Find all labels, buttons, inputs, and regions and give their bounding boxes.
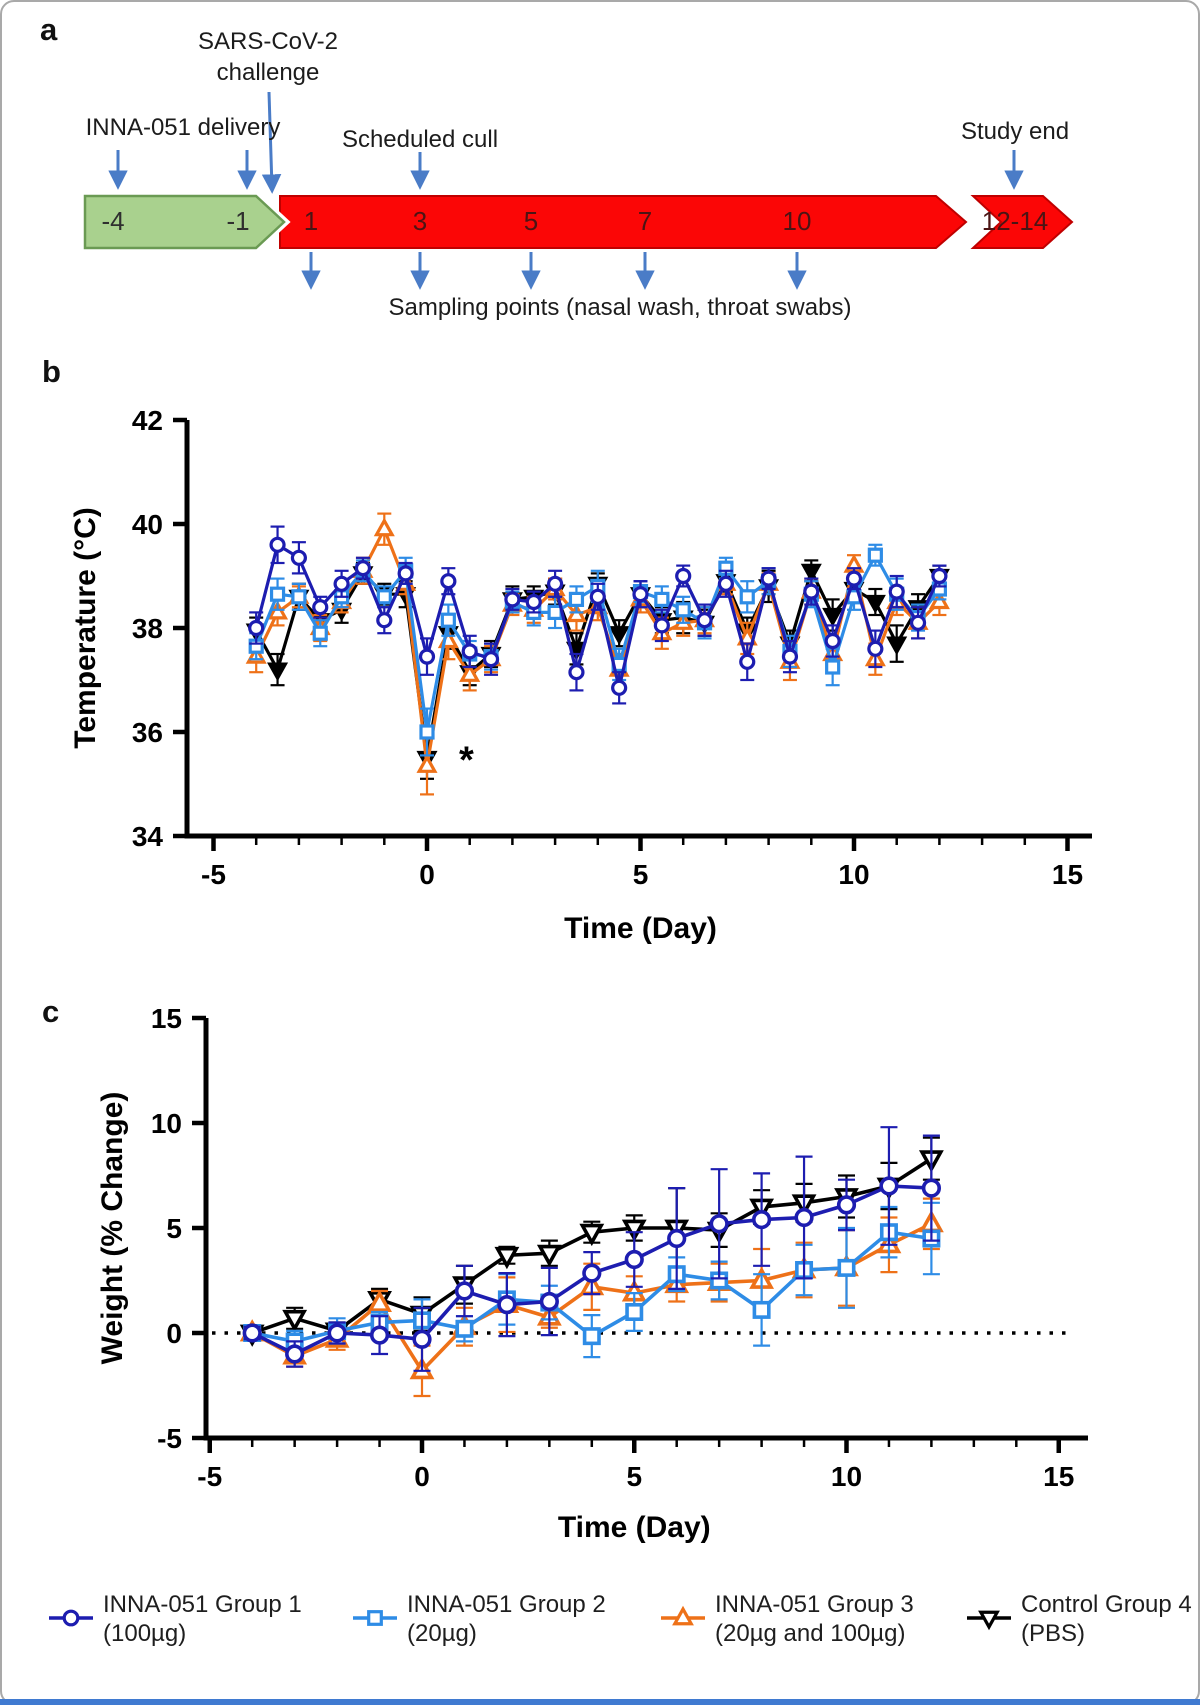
legend-group1-line1: INNA-051 Group 1 [103, 1591, 302, 1618]
legend-item-group1 [48, 1590, 302, 1648]
group1-marker-icon [48, 1604, 94, 1632]
sampling-label: Sampling points (nasal wash, throat swabs) [388, 294, 852, 321]
chart-c [96, 1003, 1088, 1544]
group2-marker-icon [352, 1604, 398, 1632]
svg-text:10: 10 [150, 1108, 182, 1139]
svg-text:Time (Day): Time (Day) [557, 1511, 711, 1544]
svg-text:Weight (% Change): Weight (% Change) [96, 1091, 129, 1365]
legend-group4-line1: Control Group 4 [1021, 1591, 1192, 1618]
legend-group1-line2: (100µg) [103, 1620, 187, 1647]
timeline-day-10: 10 [782, 206, 812, 236]
timeline-day--1: -1 [226, 206, 250, 236]
panel-a-label: a [40, 12, 58, 47]
svg-text:5: 5 [632, 859, 649, 890]
panel-c-label: c [42, 994, 60, 1029]
svg-text:Time (Day): Time (Day) [564, 912, 717, 945]
group4-marker-icon [966, 1604, 1012, 1632]
legend-group4-line2: (PBS) [1021, 1620, 1086, 1647]
legend-item-group4 [966, 1590, 1192, 1648]
challenge-label-line2: challenge [216, 59, 320, 86]
svg-text:0: 0 [414, 1461, 430, 1492]
challenge-label-line1: SARS-CoV-2 [197, 28, 339, 55]
svg-text:-5: -5 [197, 1461, 223, 1492]
bottom-accent-bar [0, 1699, 1200, 1705]
svg-text:15: 15 [1043, 1461, 1075, 1492]
legend-item-group2 [352, 1590, 606, 1648]
delivery-label: INNA-051 delivery [85, 114, 281, 141]
svg-text:15: 15 [150, 1003, 182, 1034]
svg-text:-5: -5 [201, 859, 226, 890]
timeline-day-7: 7 [637, 206, 653, 236]
svg-text:Temperature (°C): Temperature (°C) [69, 507, 102, 749]
chart-b [69, 405, 1092, 945]
legend-text-group4 [1021, 1590, 1192, 1648]
series-control-group-4-pbs- [243, 1138, 941, 1344]
svg-text:5: 5 [626, 1461, 643, 1492]
legend-group2-line2: (20µg) [407, 1620, 477, 1647]
series-inna-051-group-3-20-g-and-100-g- [248, 514, 947, 795]
timeline-day-3: 3 [412, 206, 428, 236]
svg-text:34: 34 [131, 821, 163, 852]
timeline-day-1: 1 [303, 206, 319, 236]
timeline-day--4: -4 [101, 206, 125, 236]
legend-text-group1 [103, 1590, 302, 1648]
svg-text:0: 0 [166, 1318, 182, 1349]
svg-text:5: 5 [166, 1213, 182, 1244]
svg-text:-5: -5 [157, 1423, 182, 1454]
legend-text-group2 [407, 1590, 606, 1648]
cull-label: Scheduled cull [341, 126, 499, 153]
svg-text:38: 38 [131, 613, 163, 644]
legend-item-group3 [660, 1590, 914, 1648]
study-end-label: Study end [960, 118, 1070, 145]
significance-asterisk: * [459, 739, 474, 782]
legend-group3-line2: (20µg and 100µg) [715, 1620, 906, 1647]
svg-text:15: 15 [1051, 859, 1084, 890]
svg-text:36: 36 [131, 717, 163, 748]
legend-group3-line1: INNA-051 Group 3 [715, 1591, 914, 1618]
legend-group2-line1: INNA-051 Group 2 [407, 1591, 606, 1618]
svg-text:10: 10 [838, 859, 870, 890]
group3-marker-icon [660, 1604, 706, 1632]
legend-text-group3 [715, 1590, 914, 1648]
timeline-day-12-14: 12-14 [981, 206, 1049, 236]
svg-text:40: 40 [131, 509, 163, 540]
panel-b-label: b [42, 354, 61, 389]
timeline-day-5: 5 [523, 206, 539, 236]
svg-text:10: 10 [830, 1461, 863, 1492]
svg-text:42: 42 [131, 405, 163, 436]
svg-text:0: 0 [419, 859, 435, 890]
